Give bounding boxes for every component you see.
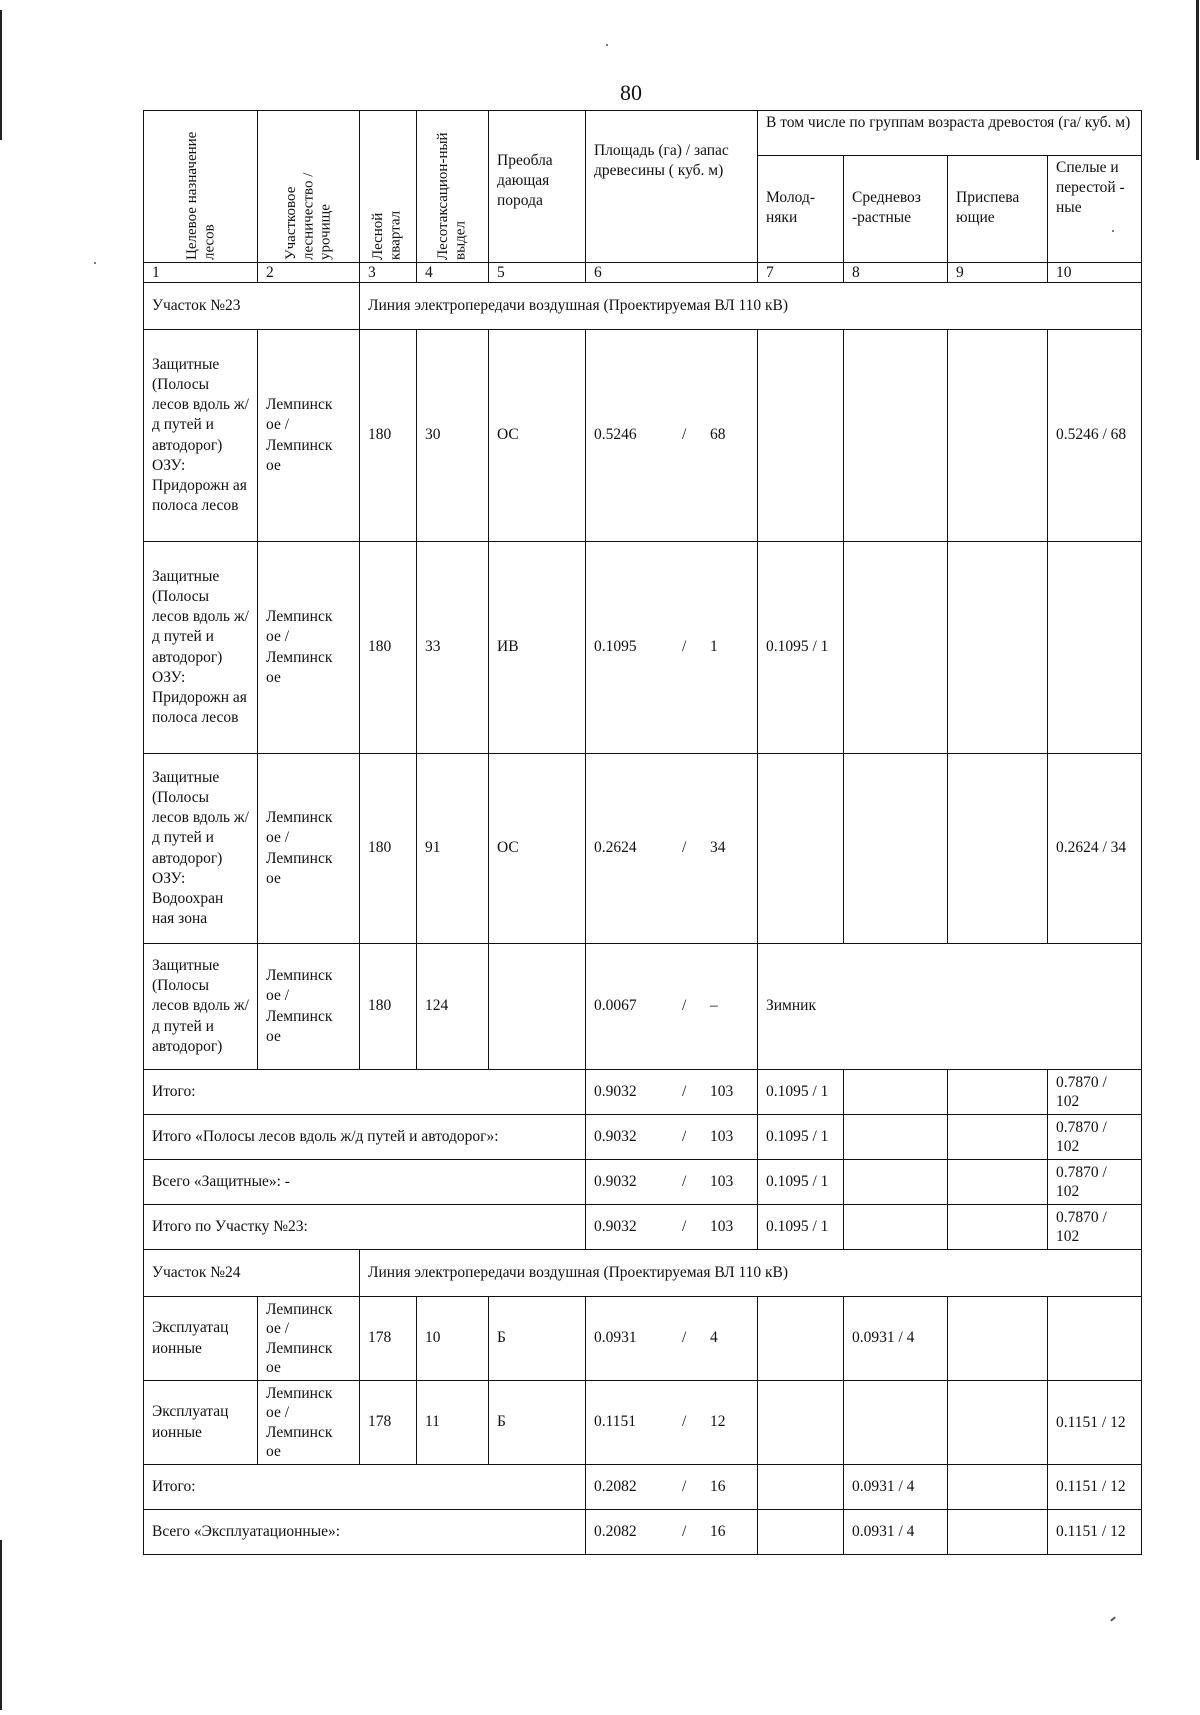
volume-value: 34 xyxy=(710,839,726,857)
cell-middle: 0.0931 / 4 xyxy=(844,1465,948,1510)
volume-value: 68 xyxy=(710,426,726,444)
total-label: Итого: xyxy=(144,1070,586,1115)
total-row xyxy=(144,1070,1142,1115)
cell-premature xyxy=(948,754,1048,944)
separator: / xyxy=(682,1413,687,1431)
separator: / xyxy=(682,1477,687,1495)
section-heading-row xyxy=(144,283,1142,330)
cell-premature xyxy=(948,1160,1048,1205)
cell-middle xyxy=(844,1160,948,1205)
section-heading-row xyxy=(144,1250,1142,1297)
cell-young: 0.1095 / 1 xyxy=(758,1205,844,1250)
col-header-forestry: Участковое лесничество / урочище xyxy=(258,111,360,263)
area-value: 0.9032 xyxy=(594,1172,637,1190)
volume-value: 4 xyxy=(710,1329,718,1347)
col-header-quarter: Лесной квартал xyxy=(360,111,417,263)
cell-mature: 0.2624 / 34 xyxy=(1048,754,1142,944)
cell-plot: 11 xyxy=(417,1381,489,1465)
cell-forestry: Лемпинск ое / Лемпинск ое xyxy=(258,542,360,754)
volume-value: 1 xyxy=(710,638,718,656)
total-row xyxy=(144,1115,1142,1160)
cell-mature: 0.7870 / 102 xyxy=(1048,1205,1142,1250)
separator: / xyxy=(682,1329,687,1347)
cell-middle: 0.0931 / 4 xyxy=(844,1510,948,1555)
cell-mature: 0.1151 / 12 xyxy=(1048,1465,1142,1510)
cell-species: ОС xyxy=(489,330,586,542)
cell-purpose: Защитные (Полосы лесов вдоль ж/д путей и автодорог) ОЗУ: Водоохран ная зона xyxy=(144,754,258,944)
col-number: 1 xyxy=(144,263,258,283)
cell-area-volume xyxy=(586,1115,758,1160)
cell-young xyxy=(758,1297,844,1381)
cell-quarter: 178 xyxy=(360,1381,417,1465)
total-label: Всего «Защитные»: - xyxy=(144,1160,586,1205)
cell-species: ОС xyxy=(489,754,586,944)
cell-mature: 0.7870 / 102 xyxy=(1048,1070,1142,1115)
volume-value: 103 xyxy=(710,1172,734,1190)
area-value: 0.2624 xyxy=(594,839,637,857)
cell-purpose: Эксплуатац ионные xyxy=(144,1297,258,1381)
separator: / xyxy=(682,1127,687,1145)
cell-mature: 0.7870 / 102 xyxy=(1048,1115,1142,1160)
col-header-age-groups: В том числе по группам возраста древостоя (га/ куб. м) xyxy=(758,111,1142,156)
cell-plot: 33 xyxy=(417,542,489,754)
cell-quarter: 180 xyxy=(360,330,417,542)
cell-area-volume xyxy=(586,542,758,754)
separator: / xyxy=(682,1082,687,1100)
cell-premature xyxy=(948,1205,1048,1250)
cell-young: 0.1095 / 1 xyxy=(758,1115,844,1160)
table-row xyxy=(144,542,1142,754)
cell-middle xyxy=(844,1115,948,1160)
separator: / xyxy=(682,1172,687,1190)
cell-mature xyxy=(1048,1297,1142,1381)
col-number: 6 xyxy=(586,263,758,283)
cell-young: 0.1095 / 1 xyxy=(758,542,844,754)
cell-purpose: Эксплуатац ионные xyxy=(144,1381,258,1465)
volume-value: 12 xyxy=(710,1413,726,1431)
col-header-middle: Средневоз -растные xyxy=(844,156,948,263)
cell-mature: 0.5246 / 68 xyxy=(1048,330,1142,542)
col-header-purpose: Целевое назначение лесов xyxy=(144,111,258,263)
col-header-plot: Лесотаксацион-ный выдел xyxy=(417,111,489,263)
cell-species: Б xyxy=(489,1297,586,1381)
separator: / xyxy=(682,839,687,857)
forest-allocation-table xyxy=(143,110,1142,1555)
scan-edge-mark xyxy=(1196,0,1199,160)
col-number: 7 xyxy=(758,263,844,283)
table-row xyxy=(144,1297,1142,1381)
separator: / xyxy=(682,997,687,1015)
scan-speck xyxy=(606,44,608,46)
area-value: 0.0067 xyxy=(594,997,637,1015)
cell-premature xyxy=(948,1297,1048,1381)
cell-area-volume xyxy=(586,1465,758,1510)
col-number: 8 xyxy=(844,263,948,283)
cell-plot: 124 xyxy=(417,944,489,1070)
cell-mature: 0.1151 / 12 xyxy=(1048,1510,1142,1555)
cell-middle xyxy=(844,754,948,944)
column-number-row xyxy=(144,263,1142,283)
total-label: Всего «Эксплуатационные»: xyxy=(144,1510,586,1555)
cell-middle xyxy=(844,1381,948,1465)
cell-area-volume xyxy=(586,1510,758,1555)
cell-premature xyxy=(948,330,1048,542)
volume-value: 16 xyxy=(710,1477,726,1495)
cell-area-volume xyxy=(586,754,758,944)
volume-value: 103 xyxy=(710,1217,734,1235)
col-number: 9 xyxy=(948,263,1048,283)
section-title: Участок №24 xyxy=(144,1250,360,1297)
volume-value: 103 xyxy=(710,1127,734,1145)
area-value: 0.1151 xyxy=(594,1413,637,1431)
cell-purpose: Защитные (Полосы лесов вдоль ж/д путей и автодорог) xyxy=(144,944,258,1070)
total-row xyxy=(144,1160,1142,1205)
cell-area-volume xyxy=(586,944,758,1070)
table-row xyxy=(144,754,1142,944)
col-number: 4 xyxy=(417,263,489,283)
total-label: Итого по Участку №23: xyxy=(144,1205,586,1250)
cell-area-volume xyxy=(586,1297,758,1381)
total-row xyxy=(144,1205,1142,1250)
area-value: 0.5246 xyxy=(594,426,637,444)
col-header-mature: Спелые и перестой - ные xyxy=(1048,156,1142,263)
scan-edge-mark xyxy=(0,10,2,140)
total-label: Итого: xyxy=(144,1465,586,1510)
cell-purpose: Защитные (Полосы лесов вдоль ж/д путей и автодорог) ОЗУ: Придорожн ая полоса лесов xyxy=(144,542,258,754)
cell-forestry: Лемпинск ое / Лемпинск ое xyxy=(258,1297,360,1381)
area-value: 0.9032 xyxy=(594,1217,637,1235)
cell-area-volume xyxy=(586,1160,758,1205)
cell-area-volume xyxy=(586,330,758,542)
cell-species xyxy=(489,944,586,1070)
cell-plot: 10 xyxy=(417,1297,489,1381)
col-number: 5 xyxy=(489,263,586,283)
cell-middle: 0.0931 / 4 xyxy=(844,1297,948,1381)
area-value: 0.9032 xyxy=(594,1127,637,1145)
cell-young: 0.1095 / 1 xyxy=(758,1070,844,1115)
cell-young xyxy=(758,1465,844,1510)
cell-young xyxy=(758,1510,844,1555)
cell-premature xyxy=(948,1070,1048,1115)
cell-mature: 0.1151 / 12 xyxy=(1048,1381,1142,1465)
header-row xyxy=(144,111,1142,156)
col-header-premature: Приспева ющие xyxy=(948,156,1048,263)
table-row xyxy=(144,330,1142,542)
scan-speck xyxy=(1110,1616,1116,1621)
cell-quarter: 178 xyxy=(360,1297,417,1381)
volume-value: – xyxy=(710,997,718,1015)
cell-mature xyxy=(1048,542,1142,754)
col-header-young: Молод-няки xyxy=(758,156,844,263)
cell-plot: 91 xyxy=(417,754,489,944)
cell-young xyxy=(758,1381,844,1465)
cell-middle xyxy=(844,1205,948,1250)
total-label: Итого «Полосы лесов вдоль ж/д путей и автодорог»: xyxy=(144,1115,586,1160)
cell-area-volume xyxy=(586,1070,758,1115)
col-number: 2 xyxy=(258,263,360,283)
separator: / xyxy=(682,1522,687,1540)
cell-premature xyxy=(948,542,1048,754)
cell-quarter: 180 xyxy=(360,944,417,1070)
col-number: 10 xyxy=(1048,263,1142,283)
cell-mature: 0.7870 / 102 xyxy=(1048,1160,1142,1205)
cell-premature xyxy=(948,1115,1048,1160)
area-value: 0.2082 xyxy=(594,1477,637,1495)
section-object: Линия электропередачи воздушная (Проектируемая ВЛ 110 кВ) xyxy=(360,283,1142,330)
scan-edge-mark xyxy=(0,1540,2,1710)
cell-forestry: Лемпинск ое / Лемпинск ое xyxy=(258,1381,360,1465)
cell-premature xyxy=(948,1465,1048,1510)
col-header-area: Площадь (га) / запас древесины ( куб. м) xyxy=(586,111,758,263)
cell-forestry: Лемпинск ое / Лемпинск ое xyxy=(258,330,360,542)
cell-young xyxy=(758,330,844,542)
separator: / xyxy=(682,426,687,444)
scan-speck xyxy=(94,262,96,264)
separator: / xyxy=(682,1217,687,1235)
cell-young: 0.1095 / 1 xyxy=(758,1160,844,1205)
area-value: 0.9032 xyxy=(594,1082,637,1100)
section-object: Линия электропередачи воздушная (Проектируемая ВЛ 110 кВ) xyxy=(360,1250,1142,1297)
total-row xyxy=(144,1510,1142,1555)
separator: / xyxy=(682,638,687,656)
table-row xyxy=(144,944,1142,1070)
cell-plot: 30 xyxy=(417,330,489,542)
cell-quarter: 180 xyxy=(360,754,417,944)
cell-premature xyxy=(948,1510,1048,1555)
page-number: 80 xyxy=(620,80,642,105)
cell-species: ИВ xyxy=(489,542,586,754)
cell-forestry: Лемпинск ое / Лемпинск ое xyxy=(258,944,360,1070)
area-value: 0.2082 xyxy=(594,1522,637,1540)
cell-area-volume xyxy=(586,1205,758,1250)
section-title: Участок №23 xyxy=(144,283,360,330)
cell-premature xyxy=(948,1381,1048,1465)
area-value: 0.0931 xyxy=(594,1329,637,1347)
col-number: 3 xyxy=(360,263,417,283)
cell-species: Б xyxy=(489,1381,586,1465)
table-row xyxy=(144,1381,1142,1465)
cell-purpose: Защитные (Полосы лесов вдоль ж/д путей и автодорог) ОЗУ: Придорожн ая полоса лесов xyxy=(144,330,258,542)
col-header-species: Преобла дающая порода xyxy=(489,111,586,263)
cell-area-volume xyxy=(586,1381,758,1465)
cell-middle xyxy=(844,330,948,542)
cell-note: Зимник xyxy=(758,944,1142,1070)
volume-value: 103 xyxy=(710,1082,734,1100)
area-value: 0.1095 xyxy=(594,638,637,656)
volume-value: 16 xyxy=(710,1522,726,1540)
cell-young xyxy=(758,754,844,944)
cell-forestry: Лемпинск ое / Лемпинск ое xyxy=(258,754,360,944)
cell-middle xyxy=(844,542,948,754)
cell-quarter: 180 xyxy=(360,542,417,754)
total-row xyxy=(144,1465,1142,1510)
cell-middle xyxy=(844,1070,948,1115)
